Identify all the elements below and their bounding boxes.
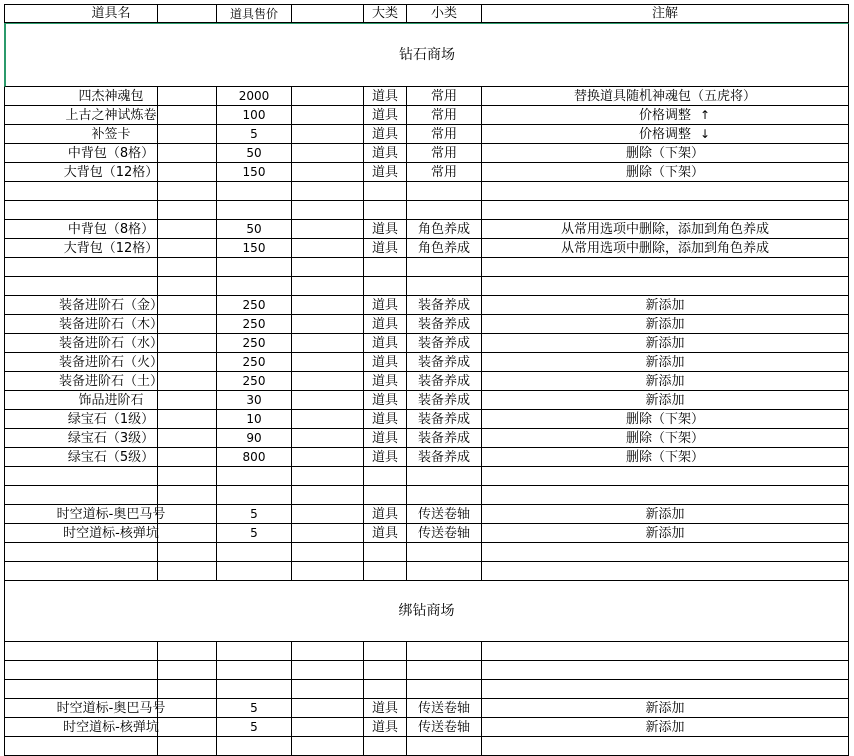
table-row-col-name[interactable]: 绿宝石（3级）	[4, 429, 217, 448]
table-row-col-small[interactable]: 常用	[407, 125, 482, 144]
table-row-col-note[interactable]	[482, 258, 849, 277]
table-row-col-blank[interactable]	[292, 163, 364, 182]
table-row-col-name[interactable]: 绿宝石（5级）	[4, 448, 217, 467]
table-row-col-name[interactable]: 装备进阶石（火）	[4, 353, 217, 372]
table-row-col-price[interactable]: 800	[217, 448, 292, 467]
table-row-col-note[interactable]	[482, 737, 849, 756]
table-row-col-spacer[interactable]	[157, 201, 217, 220]
table-row-col-spacer[interactable]	[157, 182, 217, 201]
table-row-col-big[interactable]: 道具	[364, 699, 407, 718]
table-row-col-blank[interactable]	[292, 353, 364, 372]
table-row-col-blank[interactable]	[292, 220, 364, 239]
table-row-col-spacer[interactable]	[157, 680, 217, 699]
table-row-col-price[interactable]: 90	[217, 429, 292, 448]
table-row-col-price[interactable]: 5	[217, 718, 292, 737]
table-row-col-note[interactable]: 新添加	[482, 505, 849, 524]
table-row-col-blank[interactable]	[292, 334, 364, 353]
table-row-col-price[interactable]	[217, 182, 292, 201]
table-row-col-price[interactable]: 250	[217, 315, 292, 334]
table-row-col-price[interactable]	[217, 486, 292, 505]
table-row-col-spacer[interactable]	[157, 543, 217, 562]
table-row-col-price[interactable]	[217, 201, 292, 220]
table-row-col-name[interactable]: 中背包（8格）	[4, 220, 217, 239]
table-row-col-small[interactable]	[407, 661, 482, 680]
table-row-col-blank[interactable]	[292, 448, 364, 467]
table-row-col-blank[interactable]	[292, 737, 364, 756]
table-row-col-price[interactable]: 5	[217, 125, 292, 144]
table-row-col-name[interactable]: 时空道标-核弹坑	[4, 718, 217, 737]
table-row-col-blank[interactable]	[292, 391, 364, 410]
table-row-col-spacer[interactable]	[157, 277, 217, 296]
table-row-col-spacer[interactable]	[157, 258, 217, 277]
table-row-col-big[interactable]: 道具	[364, 448, 407, 467]
table-row-col-note[interactable]: 新添加	[482, 391, 849, 410]
table-row-col-big[interactable]	[364, 258, 407, 277]
table-row-col-name[interactable]: 时空道标-奥巴马号	[4, 505, 217, 524]
table-row-col-note[interactable]: 价格调整	[482, 125, 849, 144]
table-row-col-name[interactable]: 中背包（8格）	[4, 144, 217, 163]
table-row-col-note[interactable]: 从常用选项中删除，添加到角色养成	[482, 239, 849, 258]
table-row-col-big[interactable]: 道具	[364, 296, 407, 315]
table-row-col-name[interactable]: 饰品进阶石	[4, 391, 217, 410]
table-row-col-small[interactable]: 装备养成	[407, 429, 482, 448]
table-row-col-blank[interactable]	[292, 661, 364, 680]
table-row-col-name[interactable]: 时空道标-奥巴马号	[4, 699, 217, 718]
arrow-down-icon: ↓	[700, 127, 711, 141]
table-row-col-price[interactable]	[217, 562, 292, 581]
table-row-col-big[interactable]	[364, 642, 407, 661]
table-row-col-blank[interactable]	[292, 562, 364, 581]
table-row-col-name[interactable]: 补签卡	[4, 125, 217, 144]
table-row-col-spacer[interactable]	[157, 410, 217, 429]
table-row-col-small[interactable]: 传送卷轴	[407, 524, 482, 543]
table-row-col-big[interactable]: 道具	[364, 353, 407, 372]
table-row-col-blank[interactable]	[292, 505, 364, 524]
table-row-col-note[interactable]: 价格调整	[482, 106, 849, 125]
table-row-col-name[interactable]: 大背包（12格）	[4, 239, 217, 258]
table-row-col-blank[interactable]	[292, 87, 364, 106]
table-row-col-name[interactable]: 装备进阶石（木）	[4, 315, 217, 334]
table-row-col-blank[interactable]	[292, 410, 364, 429]
table-row-col-small[interactable]: 常用	[407, 144, 482, 163]
table-row-col-spacer[interactable]	[157, 524, 217, 543]
table-row-col-price[interactable]: 150	[217, 163, 292, 182]
table-row-col-price[interactable]: 50	[217, 220, 292, 239]
table-row-col-note[interactable]	[482, 182, 849, 201]
table-row-col-big[interactable]	[364, 543, 407, 562]
table-row-col-note[interactable]	[482, 486, 849, 505]
table-row-col-spacer[interactable]	[157, 467, 217, 486]
table-row-col-note[interactable]: 删除（下架）	[482, 410, 849, 429]
table-row-col-small[interactable]: 角色养成	[407, 220, 482, 239]
table-row-col-blank[interactable]	[292, 524, 364, 543]
table-row-col-price[interactable]: 250	[217, 296, 292, 315]
table-row-col-note[interactable]	[482, 680, 849, 699]
table-row-col-small[interactable]	[407, 737, 482, 756]
table-row-col-spacer[interactable]	[157, 661, 217, 680]
table-row-col-big[interactable]: 道具	[364, 372, 407, 391]
table-row-col-blank[interactable]	[292, 144, 364, 163]
table-row-col-price[interactable]	[217, 543, 292, 562]
table-row-col-price[interactable]: 250	[217, 353, 292, 372]
table-row-col-note[interactable]: 新添加	[482, 334, 849, 353]
table-row-col-small[interactable]: 装备养成	[407, 372, 482, 391]
arrow-up-icon: ↑	[700, 108, 711, 122]
table-row-col-small[interactable]: 装备养成	[407, 353, 482, 372]
table-row-col-price[interactable]	[217, 277, 292, 296]
table-row-col-spacer[interactable]	[157, 334, 217, 353]
table-row-col-spacer[interactable]	[157, 737, 217, 756]
table-row-col-small[interactable]: 装备养成	[407, 410, 482, 429]
header-col-small[interactable]: 小类	[407, 4, 482, 23]
table-row-col-price[interactable]	[217, 642, 292, 661]
table-row-col-spacer[interactable]	[157, 642, 217, 661]
table-row-col-big[interactable]: 道具	[364, 315, 407, 334]
table-row-col-spacer[interactable]	[157, 125, 217, 144]
table-row-col-note[interactable]: 新添加	[482, 315, 849, 334]
table-row-col-big[interactable]: 道具	[364, 220, 407, 239]
table-row-col-big[interactable]: 道具	[364, 106, 407, 125]
table-row-col-small[interactable]: 传送卷轴	[407, 718, 482, 737]
table-row-col-blank[interactable]	[292, 642, 364, 661]
table-row-col-name[interactable]: 装备进阶石（水）	[4, 334, 217, 353]
table-row-col-big[interactable]	[364, 277, 407, 296]
table-row-col-note[interactable]: 删除（下架）	[482, 448, 849, 467]
table-row-col-blank[interactable]	[292, 718, 364, 737]
table-row-col-big[interactable]	[364, 486, 407, 505]
table-row-col-note[interactable]: 删除（下架）	[482, 144, 849, 163]
table-row-col-spacer[interactable]	[157, 220, 217, 239]
table-row-col-note[interactable]: 替换道具随机神魂包（五虎将）	[482, 87, 849, 106]
table-row-col-small[interactable]	[407, 562, 482, 581]
table-row-col-blank[interactable]	[292, 239, 364, 258]
table-row-col-blank[interactable]	[292, 106, 364, 125]
table-row-col-note[interactable]	[482, 277, 849, 296]
table-row-col-blank[interactable]	[292, 182, 364, 201]
table-row-col-big[interactable]	[364, 680, 407, 699]
table-row-col-price[interactable]: 100	[217, 106, 292, 125]
table-row-col-small[interactable]: 装备养成	[407, 391, 482, 410]
table-row-col-spacer[interactable]	[157, 106, 217, 125]
table-row-col-blank[interactable]	[292, 201, 364, 220]
table-row-col-price[interactable]: 150	[217, 239, 292, 258]
table-row-col-big[interactable]: 道具	[364, 505, 407, 524]
table-row-col-big[interactable]: 道具	[364, 239, 407, 258]
table-row-col-big[interactable]: 道具	[364, 524, 407, 543]
table-row-col-price[interactable]	[217, 661, 292, 680]
table-row-col-big[interactable]: 道具	[364, 334, 407, 353]
table-row-col-small[interactable]: 装备养成	[407, 296, 482, 315]
table-row-col-blank[interactable]	[292, 680, 364, 699]
table-row-col-small[interactable]: 装备养成	[407, 334, 482, 353]
table-row-col-big[interactable]: 道具	[364, 125, 407, 144]
table-row-col-spacer[interactable]	[157, 353, 217, 372]
table-row-col-note[interactable]: 新添加	[482, 699, 849, 718]
table-row-col-big[interactable]: 道具	[364, 410, 407, 429]
table-row-col-small[interactable]	[407, 642, 482, 661]
table-row-col-blank[interactable]	[292, 125, 364, 144]
header-col-name[interactable]: 道具名	[4, 4, 217, 23]
table-row-col-small[interactable]: 常用	[407, 87, 482, 106]
table-row-col-small[interactable]	[407, 680, 482, 699]
table-row-col-big[interactable]: 道具	[364, 429, 407, 448]
table-row-col-price[interactable]	[217, 258, 292, 277]
table-row-col-spacer[interactable]	[157, 144, 217, 163]
table-row-col-note[interactable]: 删除（下架）	[482, 163, 849, 182]
table-row-col-note[interactable]	[482, 562, 849, 581]
spreadsheet	[4, 4, 849, 736]
table-row-col-small[interactable]: 传送卷轴	[407, 699, 482, 718]
table-row-col-name[interactable]: 装备进阶石（金）	[4, 296, 217, 315]
table-row-col-price[interactable]: 2000	[217, 87, 292, 106]
table-row-col-blank[interactable]	[292, 699, 364, 718]
table-row-col-small[interactable]: 常用	[407, 163, 482, 182]
table-row-col-price[interactable]	[217, 737, 292, 756]
table-row-col-price[interactable]	[217, 467, 292, 486]
table-row-col-price[interactable]: 250	[217, 334, 292, 353]
table-row-col-spacer[interactable]	[157, 391, 217, 410]
table-row-col-price[interactable]: 5	[217, 699, 292, 718]
table-row-col-price[interactable]	[217, 680, 292, 699]
table-row-col-big[interactable]	[364, 201, 407, 220]
table-row-col-big[interactable]	[364, 562, 407, 581]
table-row-col-small[interactable]	[407, 467, 482, 486]
table-row-col-note[interactable]	[482, 543, 849, 562]
table-row-col-spacer[interactable]	[157, 163, 217, 182]
table-row-col-note[interactable]: 新添加	[482, 372, 849, 391]
table-row-col-note[interactable]: 从常用选项中删除，添加到角色养成	[482, 220, 849, 239]
header-col-note[interactable]: 注解	[482, 4, 849, 23]
table-row-col-small[interactable]	[407, 543, 482, 562]
table-row-col-small[interactable]: 角色养成	[407, 239, 482, 258]
table-row-col-name[interactable]: 四杰神魂包	[4, 87, 217, 106]
table-row-col-price[interactable]: 30	[217, 391, 292, 410]
table-row-col-blank[interactable]	[292, 296, 364, 315]
table-row-col-big[interactable]	[364, 737, 407, 756]
table-row-col-note[interactable]	[482, 661, 849, 680]
section-banner[interactable]: 绑钻商场	[4, 581, 849, 642]
table-row-col-spacer[interactable]	[157, 296, 217, 315]
header-col-price[interactable]: 道具售价	[217, 4, 292, 23]
table-row-col-big[interactable]: 道具	[364, 391, 407, 410]
table-row-col-spacer[interactable]	[157, 372, 217, 391]
table-row-col-small[interactable]: 装备养成	[407, 448, 482, 467]
table-row-col-blank[interactable]	[292, 543, 364, 562]
table-row-col-price[interactable]: 5	[217, 524, 292, 543]
table-row-col-blank[interactable]	[292, 372, 364, 391]
table-row-col-small[interactable]: 常用	[407, 106, 482, 125]
table-row-col-name[interactable]: 绿宝石（1级）	[4, 410, 217, 429]
table-row-col-small[interactable]	[407, 182, 482, 201]
table-row-col-small[interactable]	[407, 486, 482, 505]
table-row-col-spacer[interactable]	[157, 87, 217, 106]
table-row-col-big[interactable]	[364, 182, 407, 201]
table-row-col-name[interactable]: 上古之神试炼卷	[4, 106, 217, 125]
table-row-col-note[interactable]	[482, 642, 849, 661]
table-row-col-big[interactable]: 道具	[364, 718, 407, 737]
table-row-col-spacer[interactable]	[157, 486, 217, 505]
table-row-col-spacer[interactable]	[157, 239, 217, 258]
table-row-col-big[interactable]: 道具	[364, 87, 407, 106]
table-row-col-small[interactable]	[407, 277, 482, 296]
table-row-col-note[interactable]: 新添加	[482, 718, 849, 737]
table-row-col-price[interactable]: 50	[217, 144, 292, 163]
table-row-col-spacer[interactable]	[157, 448, 217, 467]
table-row-col-small[interactable]: 传送卷轴	[407, 505, 482, 524]
table-row-col-name[interactable]: 装备进阶石（土）	[4, 372, 217, 391]
table-row-col-blank[interactable]	[292, 315, 364, 334]
table-row-col-spacer[interactable]	[157, 562, 217, 581]
header-col-spacer[interactable]	[157, 4, 217, 23]
table-row-col-spacer[interactable]	[157, 699, 217, 718]
table-row-col-note[interactable]: 新添加	[482, 353, 849, 372]
table-row-col-note[interactable]: 新添加	[482, 524, 849, 543]
table-row-col-small[interactable]	[407, 201, 482, 220]
table-row-col-blank[interactable]	[292, 277, 364, 296]
table-row-col-spacer[interactable]	[157, 505, 217, 524]
table-row-col-note[interactable]: 删除（下架）	[482, 429, 849, 448]
table-row-col-blank[interactable]	[292, 258, 364, 277]
table-row-col-big[interactable]: 道具	[364, 163, 407, 182]
table-row-col-small[interactable]: 装备养成	[407, 315, 482, 334]
table-row-col-spacer[interactable]	[157, 429, 217, 448]
table-row-col-small[interactable]	[407, 258, 482, 277]
table-row-col-blank[interactable]	[292, 467, 364, 486]
table-row-col-price[interactable]: 5	[217, 505, 292, 524]
table-row-col-spacer[interactable]	[157, 718, 217, 737]
table-row-col-name[interactable]: 时空道标-核弹坑	[4, 524, 217, 543]
section-banner[interactable]: 钻石商场	[4, 23, 849, 87]
table-row-col-blank[interactable]	[292, 486, 364, 505]
table-row-col-spacer[interactable]	[157, 315, 217, 334]
table-row-col-name[interactable]: 大背包（12格）	[4, 163, 217, 182]
table-row-col-note[interactable]	[482, 201, 849, 220]
table-row-col-price[interactable]: 10	[217, 410, 292, 429]
table-row-col-note[interactable]	[482, 467, 849, 486]
table-row-col-price[interactable]: 250	[217, 372, 292, 391]
table-row-col-big[interactable]: 道具	[364, 144, 407, 163]
header-col-blank[interactable]	[292, 4, 364, 23]
header-col-big[interactable]: 大类	[364, 4, 407, 23]
table-row-col-big[interactable]	[364, 467, 407, 486]
table-row-col-note[interactable]: 新添加	[482, 296, 849, 315]
table-row-col-big[interactable]	[364, 661, 407, 680]
table-row-col-blank[interactable]	[292, 429, 364, 448]
